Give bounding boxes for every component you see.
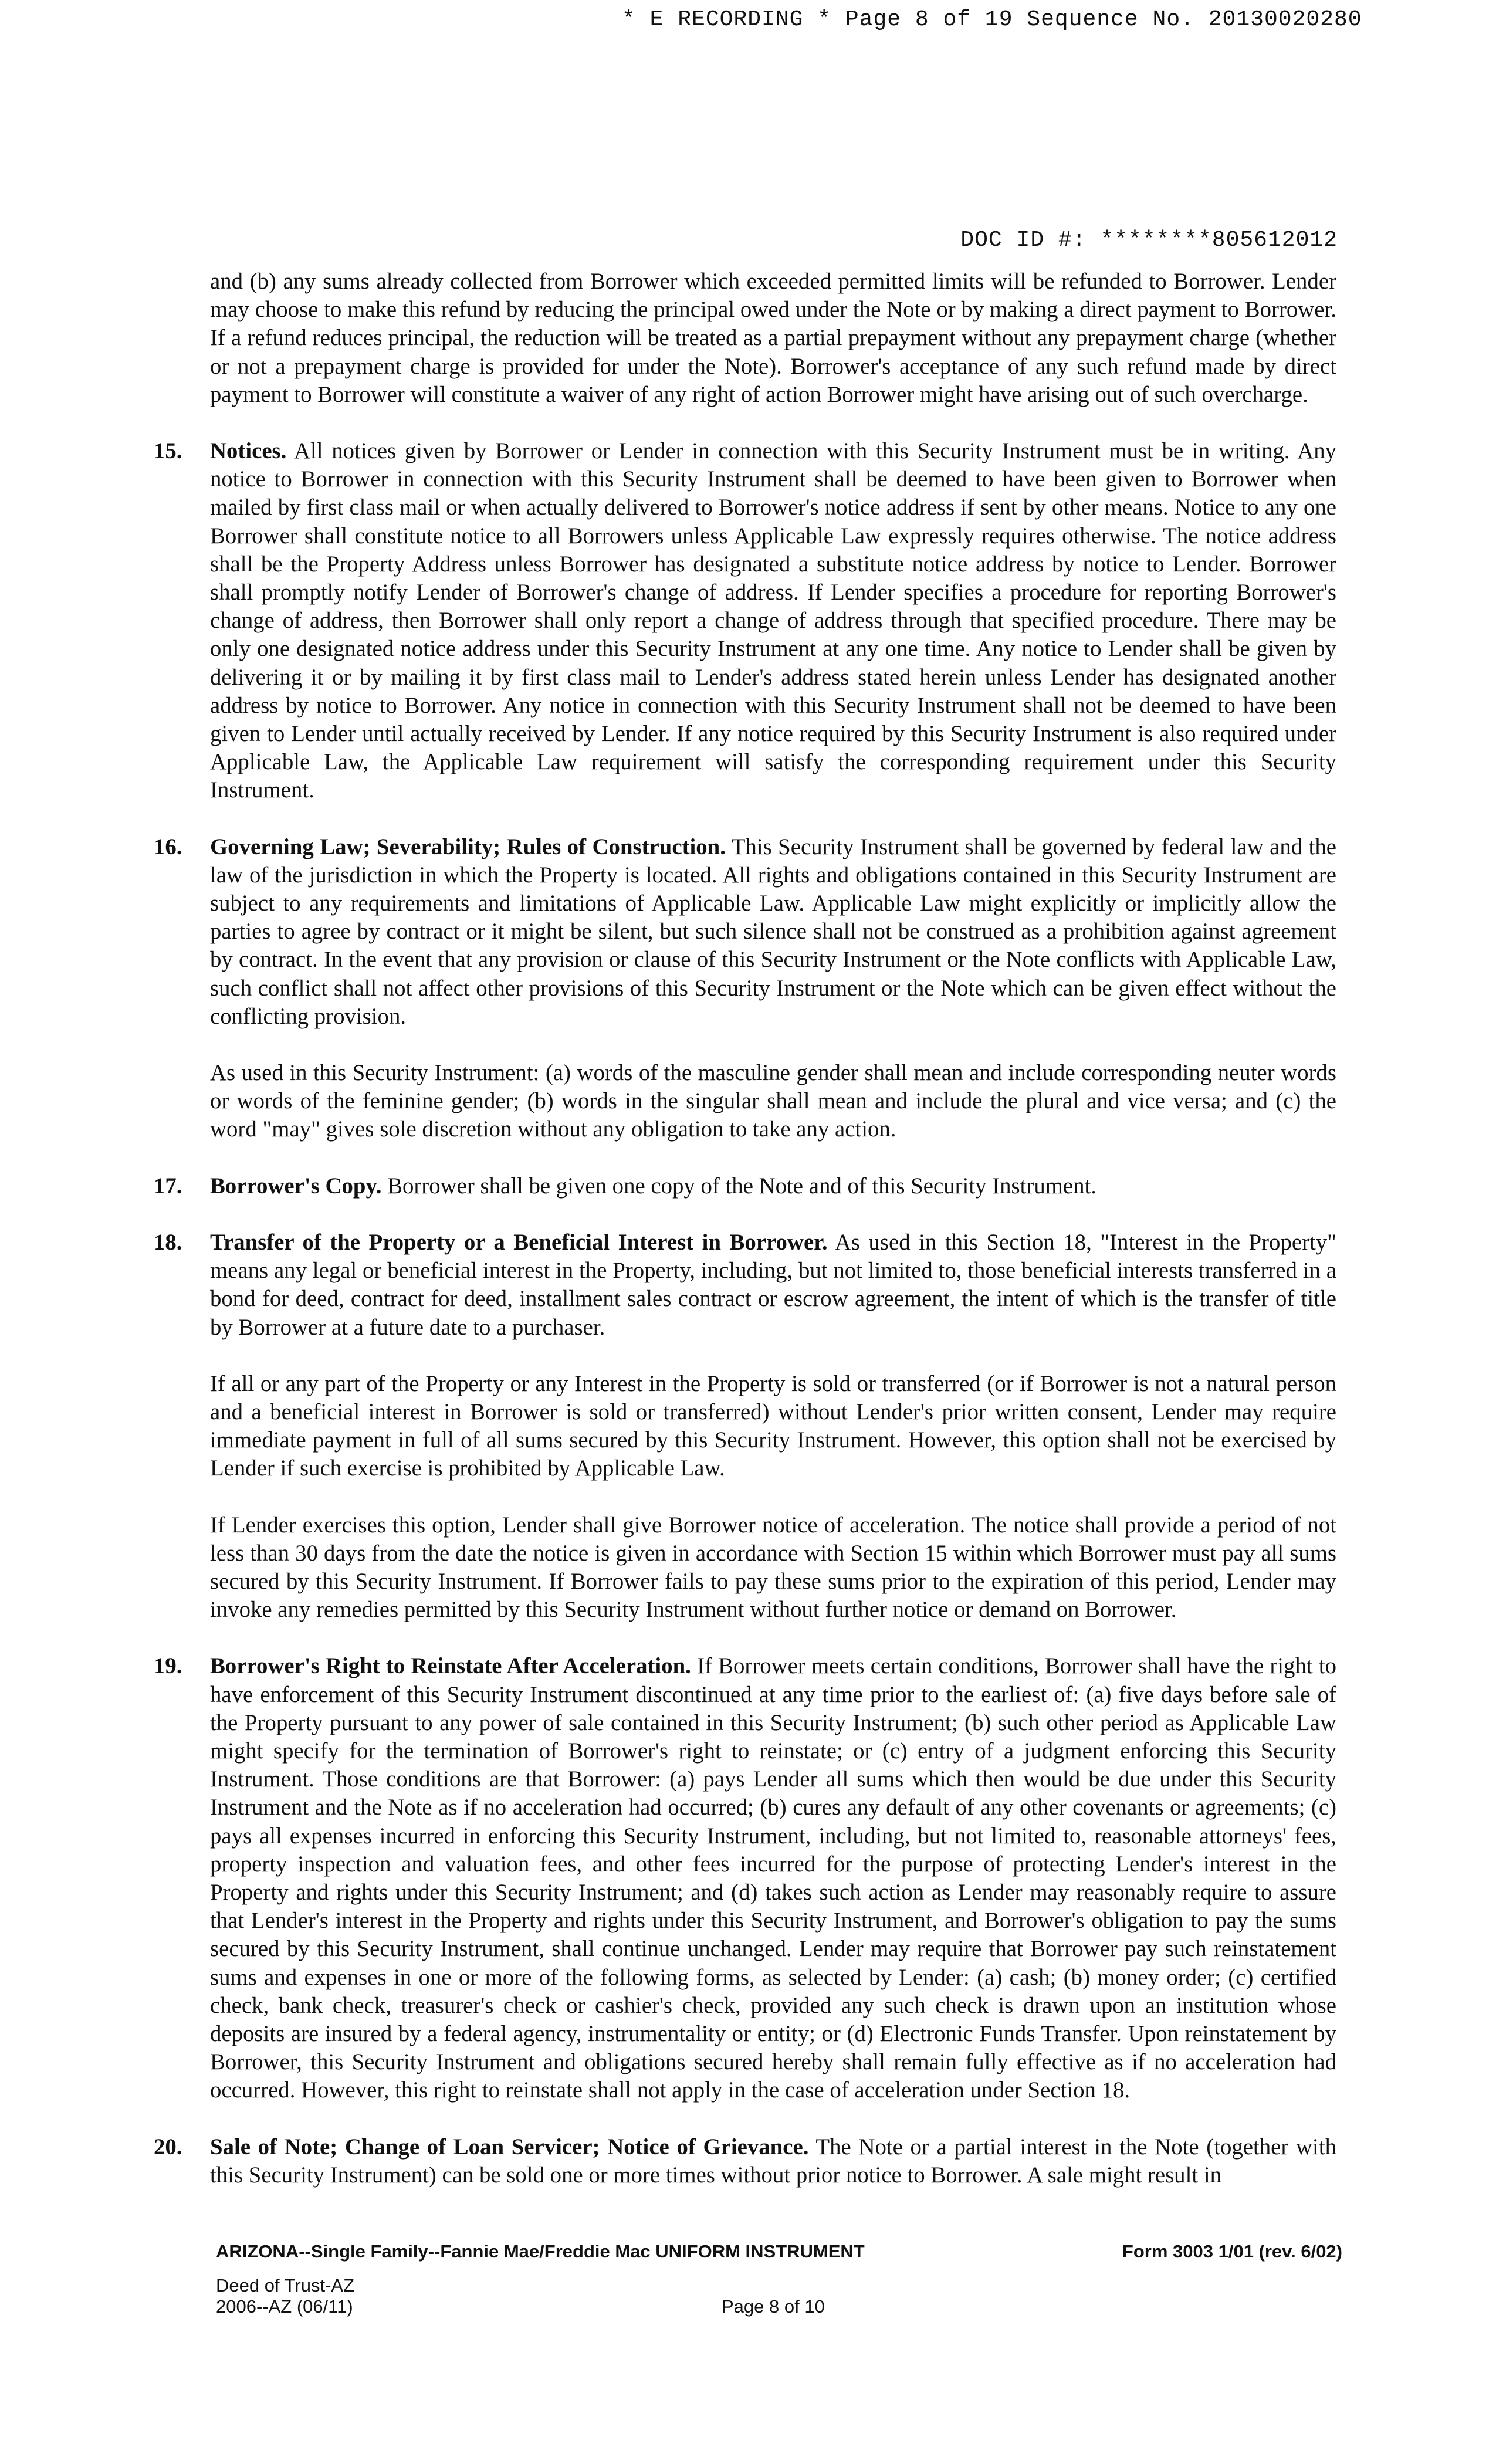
section-text: All notices given by Borrower or Lender in connection with this Security Instrument must be in writing. Any notice to Borrower in connection with this Security Instrument shall be deemed to have been given to Borrower when mailed by first class mail or when actually delivered to Borrower's notice address if sent by other means. Notice to any one Borrower shall constitute notice to all Borrowers unless Applicable Law expressly requires otherwise. The notice address shall be the Property Address unless Borrower has designated a substitute notice address by notice to Lender. Borrower shall promptly notify Lender of Borrower's change of address. If Lender specifies a procedure for reporting Borrower's change of address, then Borrower shall only report a change of address through that specified procedure. There may be only one designated notice address under this Security Instrument at any one time. Any notice to Lender shall be given by delivering it or by mailing it by first class mail to Lender's address stated herein unless Lender has designated another address by notice to Borrower. Any notice in connection with this Security Instrument shall not be deemed to have been given to Lender until actually received by Lender. If any notice required by this Security Instrument is also required under Applicable Law, the Applicable Law requirement will satisfy the corresponding requirement under this Security Instrument. <box>210 438 1337 803</box>
footer-doc-type: Deed of Trust-AZ <box>216 2275 355 2296</box>
section-text: If all or any part of the Property or any Interest in the Property is sold or transferred (or if Borrower is not a natural person and a beneficial interest in Borrower is sold or transferred) without Lender's prior written consent, Lender may require immediate payment in full of all sums secured by this Security Instrument. However, this option shall not be exercised by Lender if such exercise is prohibited by Applicable Law. <box>210 1370 1336 1481</box>
footer-meta <box>216 2275 1342 2317</box>
footer-form-number: Form 3003 1/01 (rev. 6/02) <box>1122 2241 1342 2262</box>
section-19 <box>154 1652 1336 2104</box>
section-text: Borrower shall be given one copy of the Note and of this Security Instrument. <box>387 1173 1096 1199</box>
section-18 <box>154 1228 1336 1624</box>
section-heading: Governing Law; Severability; Rules of Construction. <box>210 834 726 859</box>
section-number: 20. <box>154 2134 182 2160</box>
recording-header: * E RECORDING * Page 8 of 19 Sequence No. 20130020280 <box>622 7 1362 32</box>
section-heading: Transfer of the Property or a Beneficial Interest in Borrower. <box>210 1229 828 1255</box>
section-text: The Note or a partial interest in the Note (together with this Security Instrument) can be sold one or more times without prior notice to Borrower. A sale might result in <box>210 2134 1337 2188</box>
section-15 <box>154 437 1337 805</box>
section-17 <box>154 1172 1336 1200</box>
section-text: As used in this Section 18, "Interest in the Property" means any legal or beneficial interest in the Property, including, but not limited to, those beneficial interests transferred in a bond for deed, contract for deed, installment sales contract or escrow agreement, the intent of which is the transfer of title by Borrower at a future date to a purchaser. <box>210 1229 1336 1340</box>
section-heading: Notices. <box>210 438 287 464</box>
section-text: If Lender exercises this option, Lender shall give Borrower notice of acceleration. The notice shall provide a period of not less than 30 days from the date the notice is given in accordance with Section 15 within which Borrower must pay all sums secured by this Security Instrument. If Borrower fails to pay these sums prior to the expiration of this period, Lender may invoke any remedies permitted by this Security Instrument without further notice or demand on Borrower. <box>210 1512 1336 1623</box>
section-heading: Sale of Note; Change of Loan Servicer; Notice of Grievance. <box>210 2134 809 2160</box>
section-heading: Borrower's Copy. <box>210 1173 382 1199</box>
footer-instrument-title: ARIZONA--Single Family--Fannie Mae/Freddie Mac UNIFORM INSTRUMENT <box>216 2241 865 2262</box>
section-number: 19. <box>154 1653 182 1679</box>
footer-version: 2006--AZ (06/11) <box>216 2296 353 2317</box>
document-body <box>154 268 1337 2189</box>
section-heading: Borrower's Right to Reinstate After Acceleration. <box>210 1653 691 1679</box>
section-number: 18. <box>154 1229 182 1255</box>
section-16 <box>154 833 1337 1144</box>
section-text: If Borrower meets certain conditions, Borrower shall have the right to have enforcement of this Security Instrument discontinued at any time prior to the earliest of: (a) five days before sale of the Property pursuant to any power of sale contained in this Security Instrument; (b) such other period as Applicable Law might specify for the termination of Borrower's right to reinstate; or (c) entry of a judgment enforcing this Security Instrument. Those conditions are that Borrower: (a) pays Lender all sums which then would be due under this Security Instrument and the Note as if no acceleration had occurred; (b) cures any default of any other covenants or agreements; (c) pays all expenses incurred in enforcing this Security Instrument, including, but not limited to, reasonable attorneys' fees, property inspection and valuation fees, and other fees incurred for the purpose of protecting Lender's interest in the Property and rights under this Security Instrument; and (d) takes such action as Lender may reasonably require to assure that Lender's interest in the Property and rights under this Security Instrument, and Borrower's obligation to pay the sums secured by this Security Instrument, shall continue unchanged. Lender may require that Borrower pay such reinstatement sums and expenses in one or more of the following forms, as selected by Lender: (a) cash; (b) money order; (c) certified check, bank check, treasurer's check or cashier's check, provided any such check is drawn upon an institution whose deposits are insured by a federal agency, instrumentality or entity; or (d) Electronic Funds Transfer. Upon reinstatement by Borrower, this Security Instrument and obligations secured hereby shall remain fully effective as if no acceleration had occurred. However, this right to reinstate shall not apply in the case of acceleration under Section 18. <box>210 1653 1336 2103</box>
section-number: 17. <box>154 1173 182 1199</box>
footer-page-number: Page 8 of 10 <box>722 2296 825 2317</box>
section-20 <box>154 2133 1337 2189</box>
section-number: 15. <box>154 438 182 464</box>
continuation-paragraph: and (b) any sums already collected from Borrower which exceeded permitted limits will be refunded to Borrower. Lender may choose to make this refund by reducing the principal owed under the Note or by making a direct payment to Borrower. If a refund reduces principal, the reduction will be treated as a partial prepayment without any prepayment charge (whether or not a prepayment charge is provided for under the Note). Borrower's acceptance of any such refund made by direct payment to Borrower will constitute a waiver of any right of action Borrower might have arising out of such overcharge. <box>210 269 1336 407</box>
section-text: This Security Instrument shall be governed by federal law and the law of the jurisdiction in which the Property is located. All rights and obligations contained in this Security Instrument are subject to any requirements and limitations of Applicable Law. Applicable Law might explicitly or implicitly allow the parties to agree by contract or it might be silent, but such silence shall not be construed as a prohibition against agreement by contract. In the event that any provision or clause of this Security Instrument or the Note conflicts with Applicable Law, such conflict shall not affect other provisions of this Security Instrument or the Note which can be given effect without the conflicting provision. <box>210 834 1337 1029</box>
doc-id: DOC ID #: ********805612012 <box>960 228 1338 253</box>
section-text: As used in this Security Instrument: (a) words of the masculine gender shall mean and include corresponding neuter words or words of the feminine gender; (b) words in the singular shall mean and include the plural and vice versa; and (c) the word "may" gives sole discretion without any obligation to take any action. <box>210 1060 1336 1142</box>
section-number: 16. <box>154 834 182 859</box>
